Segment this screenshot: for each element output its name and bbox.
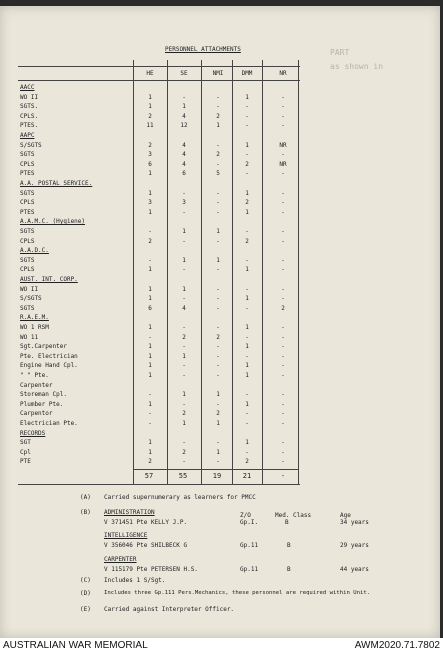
table-cell: - <box>281 352 285 360</box>
table-row <box>20 439 300 447</box>
table-cell: 1 <box>245 372 249 379</box>
rank-label: Carpenter <box>20 381 53 389</box>
table-cell: 1 <box>245 324 249 331</box>
table-cell: 1 <box>216 420 220 427</box>
note-c-mark: (C) <box>80 577 91 584</box>
table-cell: 1 <box>148 362 152 370</box>
total-cell: - <box>280 472 286 480</box>
table-row <box>20 449 300 457</box>
table-cell: - <box>182 208 186 216</box>
table-cell: - <box>216 189 220 197</box>
table-cell: - <box>245 151 249 159</box>
table-row <box>20 382 300 390</box>
rank-label: S/SGTS <box>20 295 42 303</box>
table-cell: - <box>245 391 249 399</box>
table-cell: 1 <box>148 400 152 408</box>
note-b-heading: CARPENTER <box>104 556 137 563</box>
section-heading: A.A.D.C. <box>20 247 49 255</box>
table-cell: - <box>216 362 220 370</box>
table-row <box>20 94 300 102</box>
rank-label: Storeman Cpl. <box>20 391 67 399</box>
table-cell: - <box>281 372 285 379</box>
rank-label: SGTS. <box>20 103 39 111</box>
table-cell: 1 <box>216 256 220 264</box>
rank-label: Sgt.Carpenter <box>20 343 67 351</box>
section-heading: RECORDS <box>20 429 46 437</box>
footer-institution: AUSTRALIAN WAR MEMORIAL <box>3 640 148 651</box>
table-cell: 1 <box>245 93 249 101</box>
table-cell: 1 <box>245 141 249 149</box>
table-cell: - <box>281 122 285 130</box>
note-b-med-value: B <box>287 566 291 573</box>
table-cell: 1 <box>148 352 152 360</box>
table-row <box>20 343 300 351</box>
note-e-mark: (E) <box>80 606 91 613</box>
table-cell: 2 <box>245 458 249 466</box>
note-b-age-value: 29 years <box>340 542 369 549</box>
table-cell: 4 <box>182 151 186 159</box>
section-heading-row <box>20 276 300 284</box>
rank-label: SGTS <box>20 256 35 264</box>
table-cell: - <box>182 266 186 274</box>
table-cell: 1 <box>245 362 249 370</box>
footer-accession-number: AWM2020.71.7802 <box>354 640 440 651</box>
rank-label: CPLS <box>20 237 35 245</box>
table-top-rule <box>18 66 300 67</box>
rank-label: CPLS. <box>20 112 39 120</box>
document-page <box>0 6 440 638</box>
table-cell: 1 <box>182 391 186 399</box>
table-cell: - <box>245 448 249 456</box>
section-heading-row <box>20 84 300 92</box>
table-cell: NR <box>279 160 287 168</box>
table-cell: - <box>281 343 285 351</box>
rank-label: SGTS <box>20 304 35 312</box>
rank-label: WO 1 RSM <box>20 324 49 331</box>
table-cell: - <box>216 160 220 168</box>
rank-label: SGTS <box>20 228 35 235</box>
note-b-mark: (B) <box>80 509 91 516</box>
table-cell: 1 <box>148 285 152 293</box>
table-cell: - <box>245 410 249 418</box>
table-cell: 1 <box>182 256 186 264</box>
note-b-group-value: Gp.I. <box>240 519 259 526</box>
table-cell: 1 <box>148 448 152 456</box>
table-cell: - <box>148 391 152 399</box>
note-a-text: Carried supernumerary as learners for PMCC <box>104 494 256 501</box>
rank-label: S/SGTS <box>20 141 42 149</box>
note-b-med-value: B <box>285 519 289 526</box>
section-heading: A.A.M.C. (Hygiene) <box>20 218 86 226</box>
attachments-table <box>20 84 300 484</box>
note-c-text: Includes 1 S/Sgt. <box>104 577 166 584</box>
rank-label: Pte. Electrician <box>20 352 78 360</box>
table-cell: - <box>245 352 249 360</box>
table-row <box>20 228 300 236</box>
note-b-line: V 356046 Pte SHILBECK G <box>104 542 188 549</box>
rank-label: Cpl <box>20 448 31 456</box>
table-header-rule <box>18 80 300 81</box>
table-cell: - <box>281 448 285 456</box>
table-cell: - <box>216 103 220 111</box>
rank-label: PTES <box>20 170 35 178</box>
rank-label: CPLS <box>20 199 35 207</box>
rank-label: SGTS <box>20 151 35 159</box>
table-row <box>20 372 300 380</box>
rank-label: Engine Hand Cpl. <box>20 362 78 370</box>
table-cell: - <box>216 343 220 351</box>
table-cell: 6 <box>182 170 186 178</box>
rank-label: Plumber Pte. <box>20 400 64 408</box>
table-cell: 12 <box>180 122 188 130</box>
note-b-line: V 371451 Pte KELLY J.P. <box>104 519 188 526</box>
table-cell: 3 <box>182 199 186 207</box>
table-cell: 2 <box>148 458 152 466</box>
section-heading-row <box>20 247 300 255</box>
section-heading-row <box>20 218 300 226</box>
table-cell: - <box>281 151 285 159</box>
table-cell: 1 <box>245 439 249 447</box>
section-heading-row <box>20 132 300 140</box>
table-cell: - <box>281 189 285 197</box>
table-cell: - <box>182 93 186 101</box>
table-row <box>20 103 300 111</box>
table-cell: - <box>281 439 285 447</box>
table-cell: 1 <box>216 228 220 235</box>
table-cell: - <box>182 372 186 379</box>
table-cell: - <box>281 420 285 427</box>
table-cell: - <box>281 295 285 303</box>
table-cell: - <box>216 295 220 303</box>
column-header: NMI <box>212 70 224 77</box>
table-cell: - <box>281 199 285 207</box>
table-cell: 6 <box>148 304 152 312</box>
table-cell: 2 <box>216 151 220 159</box>
table-row <box>20 362 300 370</box>
table-cell: 1 <box>245 189 249 197</box>
table-row <box>20 266 300 274</box>
table-cell: - <box>216 93 220 101</box>
note-b-med-value: B <box>287 542 291 549</box>
total-cell: 55 <box>178 472 188 480</box>
table-row <box>20 161 300 169</box>
table-cell: 1 <box>182 285 186 293</box>
table-cell: - <box>216 400 220 408</box>
table-cell: - <box>281 324 285 331</box>
rank-label: SGT <box>20 439 31 447</box>
rank-label: Electrician Pte. <box>20 420 78 427</box>
section-heading-row <box>20 180 300 188</box>
table-cell: - <box>216 208 220 216</box>
table-row <box>20 257 300 265</box>
table-row <box>20 305 300 313</box>
table-cell: - <box>216 372 220 379</box>
table-cell: - <box>182 295 186 303</box>
table-cell: - <box>281 112 285 120</box>
note-b-line: V 115179 Pte PETERSEN H.S. <box>104 566 198 573</box>
table-cell: 1 <box>216 448 220 456</box>
table-cell: 1 <box>245 208 249 216</box>
table-cell: 1 <box>182 228 186 235</box>
table-cell: - <box>281 391 285 399</box>
table-cell: - <box>216 199 220 207</box>
section-heading: R.A.E.M. <box>20 314 49 322</box>
table-cell: 1 <box>148 324 152 331</box>
note-b-age-value: 34 years <box>340 519 369 526</box>
table-cell: - <box>216 304 220 312</box>
table-cell: - <box>245 304 249 312</box>
table-cell: - <box>182 237 186 245</box>
table-cell: 1 <box>245 400 249 408</box>
column-header: NR <box>279 70 287 77</box>
section-heading-row <box>20 314 300 322</box>
table-cell: - <box>281 93 285 101</box>
table-row <box>20 410 300 418</box>
table-cell: - <box>281 400 285 408</box>
note-b-age-label: Age <box>340 512 351 519</box>
table-row <box>20 238 300 246</box>
table-cell: 2 <box>216 410 220 418</box>
table-cell: - <box>281 333 285 341</box>
table-cell: - <box>182 324 186 331</box>
table-cell: - <box>182 362 186 370</box>
table-cell: 1 <box>182 420 186 427</box>
table-row <box>20 113 300 121</box>
table-cell: - <box>281 458 285 466</box>
section-heading-row <box>20 430 300 438</box>
archive-footer <box>0 638 443 653</box>
table-cell: 2 <box>216 112 220 120</box>
table-cell: - <box>281 362 285 370</box>
table-cell: - <box>245 112 249 120</box>
table-cell: - <box>216 439 220 447</box>
table-row <box>20 391 300 399</box>
table-row <box>20 324 300 332</box>
table-cell: - <box>245 122 249 130</box>
table-cell: - <box>148 228 152 235</box>
table-cell: - <box>245 228 249 235</box>
note-d-text: Includes three Gp.111 Pers.Mechanics, these personnel are required within Unit. <box>104 590 371 596</box>
table-row <box>20 190 300 198</box>
table-cell: 1 <box>148 266 152 274</box>
column-header: SE <box>180 70 188 77</box>
rank-label: SGTS <box>20 189 35 197</box>
table-cell: - <box>182 439 186 447</box>
section-heading: A.A. POSTAL SERVICE. <box>20 180 93 187</box>
table-cell: - <box>148 256 152 264</box>
table-cell: 4 <box>182 112 186 120</box>
table-cell: 11 <box>146 122 154 130</box>
table-cell: - <box>245 103 249 111</box>
rank-label: WO II <box>20 93 39 101</box>
table-cell: - <box>148 420 152 427</box>
section-heading: AACC <box>20 84 35 91</box>
table-cell: 1 <box>148 170 152 178</box>
table-cell: 1 <box>148 439 152 447</box>
table-cell: 1 <box>148 295 152 303</box>
table-cell: - <box>281 208 285 216</box>
bleed-through-text: as shown in <box>330 62 383 71</box>
table-cell: - <box>148 410 152 418</box>
table-cell: 2 <box>182 333 186 341</box>
total-cell: 57 <box>144 472 154 480</box>
table-cell: - <box>281 170 285 178</box>
rank-label: PTES. <box>20 122 39 130</box>
rank-label: Carpentor <box>20 410 53 418</box>
table-row <box>20 142 300 150</box>
table-cell: - <box>182 189 186 197</box>
table-bottom-rule <box>18 484 300 485</box>
table-cell: - <box>216 266 220 274</box>
table-row <box>20 286 300 294</box>
note-b-age-value: 44 years <box>340 566 369 573</box>
table-cell: - <box>216 352 220 360</box>
table-cell: 2 <box>245 199 249 207</box>
table-row <box>20 209 300 217</box>
table-cell: - <box>281 256 285 264</box>
document-title: PERSONNEL ATTACHMENTS <box>165 46 241 53</box>
note-b-group-label: Z/O <box>240 512 251 519</box>
table-row <box>20 199 300 207</box>
table-cell: 2 <box>148 141 152 149</box>
table-cell: 1 <box>148 93 152 101</box>
table-cell: 3 <box>148 151 152 159</box>
table-cell: - <box>245 333 249 341</box>
table-cell: 2 <box>216 333 220 341</box>
table-cell: 2 <box>148 237 152 245</box>
column-header: DMM <box>241 70 253 77</box>
table-cell: 1 <box>148 103 152 111</box>
table-row <box>20 353 300 361</box>
rank-label: WO 11 <box>20 333 39 341</box>
table-row <box>20 122 300 130</box>
table-cell: 4 <box>182 141 186 149</box>
table-cell: 1 <box>245 295 249 303</box>
table-cell: 2 <box>182 410 186 418</box>
column-header: HE <box>146 70 154 77</box>
table-cell: 4 <box>182 304 186 312</box>
table-cell: 2 <box>148 112 152 120</box>
table-cell: 1 <box>245 266 249 274</box>
table-cell: 4 <box>182 160 186 168</box>
totals-row <box>20 472 300 481</box>
table-cell: 1 <box>148 372 152 379</box>
table-cell: 1 <box>182 352 186 360</box>
table-cell: - <box>245 256 249 264</box>
table-row <box>20 295 300 303</box>
rank-label: PTES <box>20 208 35 216</box>
table-cell: - <box>216 458 220 466</box>
table-cell: - <box>281 237 285 245</box>
table-cell: 1 <box>216 391 220 399</box>
table-cell: - <box>182 400 186 408</box>
table-cell: - <box>216 237 220 245</box>
table-cell: NR <box>279 141 287 149</box>
note-e-text: Carried against Interpreter Officer. <box>104 606 235 613</box>
table-cell: - <box>182 458 186 466</box>
table-cell: - <box>281 228 285 235</box>
table-cell: - <box>148 333 152 341</box>
table-cell: - <box>216 324 220 331</box>
note-d-mark: (D) <box>80 590 91 597</box>
table-cell: 2 <box>245 237 249 245</box>
table-row <box>20 401 300 409</box>
note-b-group-value: Gp.11 <box>240 542 259 549</box>
table-cell: 1 <box>148 208 152 216</box>
table-cell: - <box>245 420 249 427</box>
table-cell: 1 <box>148 189 152 197</box>
table-row <box>20 151 300 159</box>
table-cell: 1 <box>182 103 186 111</box>
section-heading: AUST. INT. CORP. <box>20 276 78 283</box>
table-cell: 1 <box>148 343 152 351</box>
table-cell: 1 <box>216 122 220 130</box>
rank-label: CPLS <box>20 266 35 274</box>
table-cell: - <box>281 285 285 293</box>
table-cell: - <box>281 266 285 274</box>
table-cell: 2 <box>182 448 186 456</box>
table-cell: 2 <box>245 160 249 168</box>
note-b-group-value: Gp.11 <box>240 566 259 573</box>
note-b-med-label: Med. Class <box>275 512 312 519</box>
rank-label: PTE <box>20 458 31 466</box>
section-heading: AAPC <box>20 132 35 139</box>
table-cell: - <box>245 170 249 178</box>
note-a-mark: (A) <box>80 494 91 501</box>
table-cell: - <box>281 410 285 418</box>
table-cell: 6 <box>148 160 152 168</box>
table-cell: - <box>245 285 249 293</box>
table-cell: - <box>281 103 285 111</box>
table-cell: 3 <box>148 199 152 207</box>
table-cell: 1 <box>245 343 249 351</box>
table-cell: 2 <box>281 304 285 312</box>
table-cell: - <box>182 343 186 351</box>
rank-label: CPLS <box>20 160 35 168</box>
table-row <box>20 334 300 342</box>
bleed-through-text: PART <box>330 48 350 57</box>
table-row <box>20 458 300 466</box>
total-cell: 21 <box>242 472 252 480</box>
table-row <box>20 170 300 178</box>
rank-label: " " Pte. <box>20 372 49 379</box>
note-b-heading: ADMINISTRATION <box>104 509 155 516</box>
table-cell: - <box>216 141 220 149</box>
table-cell: 5 <box>216 170 220 178</box>
table-cell: - <box>216 285 220 293</box>
table-row <box>20 420 300 428</box>
rank-label: WO II <box>20 285 39 293</box>
total-cell: 19 <box>212 472 222 480</box>
note-b-heading: INTELLIGENCE <box>104 532 148 539</box>
